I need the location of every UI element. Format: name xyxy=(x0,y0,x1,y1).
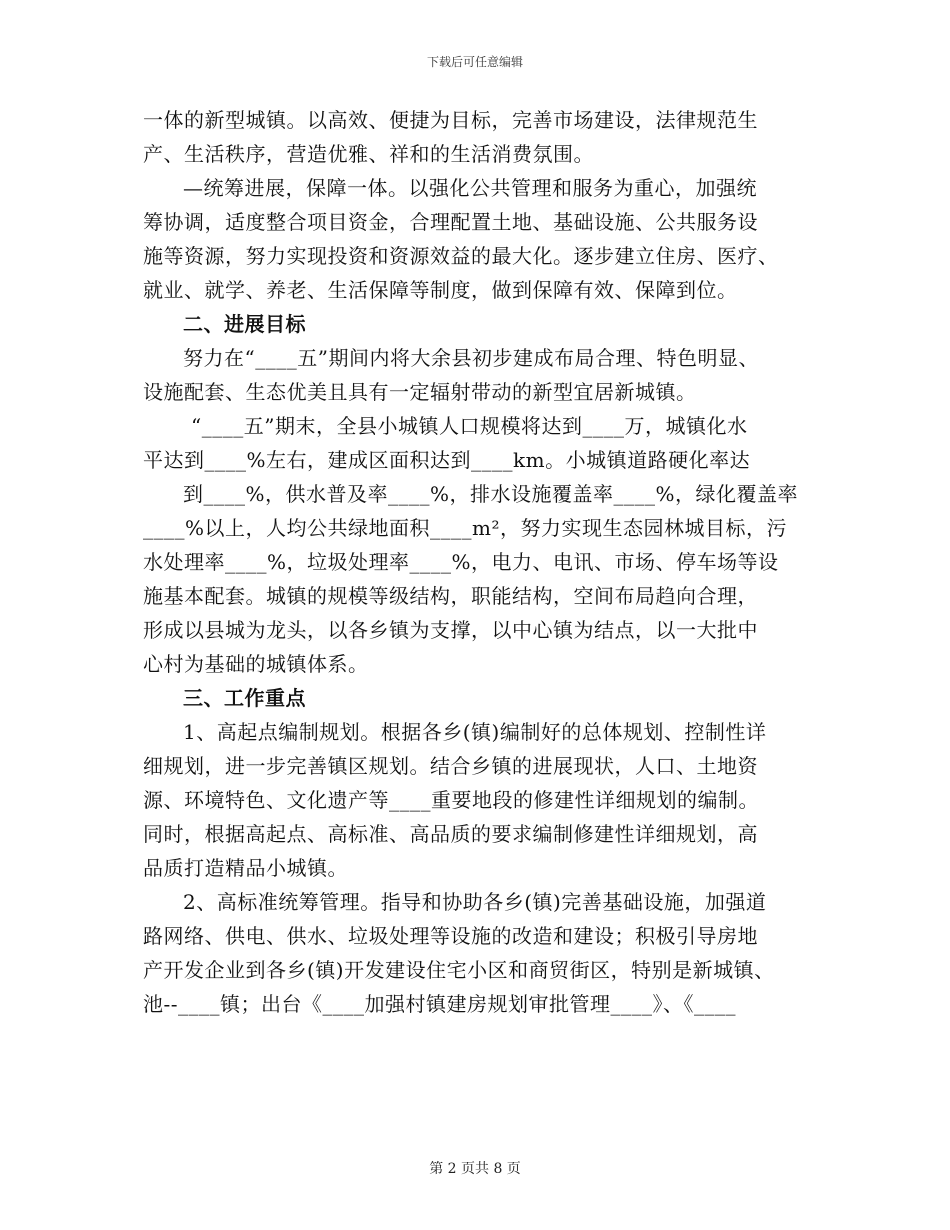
body-line: 平达到____%左右，建成区面积达到____km。小城镇道路硬化率达 xyxy=(143,448,751,472)
body-line: 到____%，供水普及率____%，排水设施覆盖率____%，绿化覆盖率 xyxy=(183,482,799,506)
body-line: 形成以县城为龙头，以各乡镇为支撑，以中心镇为结点，以一大批中 xyxy=(143,618,758,642)
body-line: ____%以上，人均公共绿地面积____m²，努力实现生态园林城目标，污 xyxy=(143,516,787,540)
body-line: 2、高标准统筹管理。指导和协助各乡(镇)完善基础设施，加强道 xyxy=(183,890,767,914)
body-line: 施等资源，努力实现投资和资源效益的最大化。逐步建立住房、医疗、 xyxy=(143,244,779,268)
body-line: 心村为基础的城镇体系。 xyxy=(143,652,369,676)
body-line: 细规划，进一步完善镇区规划。结合乡镇的进展现状，人口、土地资 xyxy=(143,754,758,778)
body-line: 筹协调，适度整合项目资金，合理配置土地、基础设施、公共服务设 xyxy=(143,210,758,234)
body-line: 源、环境特色、文化遗产等____重要地段的修建性详细规划的编制。 xyxy=(143,788,759,812)
body-line: 路网络、供电、供水、垃圾处理等设施的改造和建设；积极引导房地 xyxy=(143,924,758,948)
body-line: 池--____镇；出台《____加强村镇建房规划审批管理____》、《____ xyxy=(143,992,737,1016)
body-line: 产、生活秩序，营造优雅、祥和的生活消费氛围。 xyxy=(143,142,594,166)
document-body xyxy=(143,110,813,1028)
body-line: 一体的新型城镇。以高效、便捷为目标，完善市场建设，法律规范生 xyxy=(143,108,758,132)
body-line: 水处理率____%，垃圾处理率____%，电力、电讯、市场、停车场等设 xyxy=(143,550,779,574)
body-line: 1、高起点编制规划。根据各乡(镇)编制好的总体规划、控制性详 xyxy=(183,720,767,744)
body-line: “____五”期末，全县小城镇人口规模将达到____万，城镇化水 xyxy=(191,414,748,438)
body-line: —统筹进展，保障一体。以强化公共管理和服务为重心，加强统 xyxy=(183,176,757,200)
body-line: 设施配套、生态优美且具有一定辐射带动的新型宜居新城镇。 xyxy=(143,380,697,404)
body-line: 施基本配套。城镇的规模等级结构，职能结构，空间布局趋向合理， xyxy=(143,584,758,608)
body-line: 就业、就学、养老、生活保障等制度，做到保障有效、保障到位。 xyxy=(143,278,738,302)
body-line: 品质打造精品小城镇。 xyxy=(143,856,348,880)
section-heading: 三、工作重点 xyxy=(183,686,306,710)
section-heading: 二、进展目标 xyxy=(183,312,306,336)
page-header: 下载后可任意编辑 xyxy=(426,55,523,69)
body-line: 同时，根据高起点、高标准、高品质的要求编制修建性详细规划，高 xyxy=(143,822,758,846)
body-line: 努力在“____五”期间内将大余县初步建成布局合理、特色明显、 xyxy=(183,346,759,370)
page-footer: 第 2 页共 8 页 xyxy=(429,1161,521,1177)
body-line: 产开发企业到各乡(镇)开发建设住宅小区和商贸街区，特别是新城镇、 xyxy=(143,958,775,982)
